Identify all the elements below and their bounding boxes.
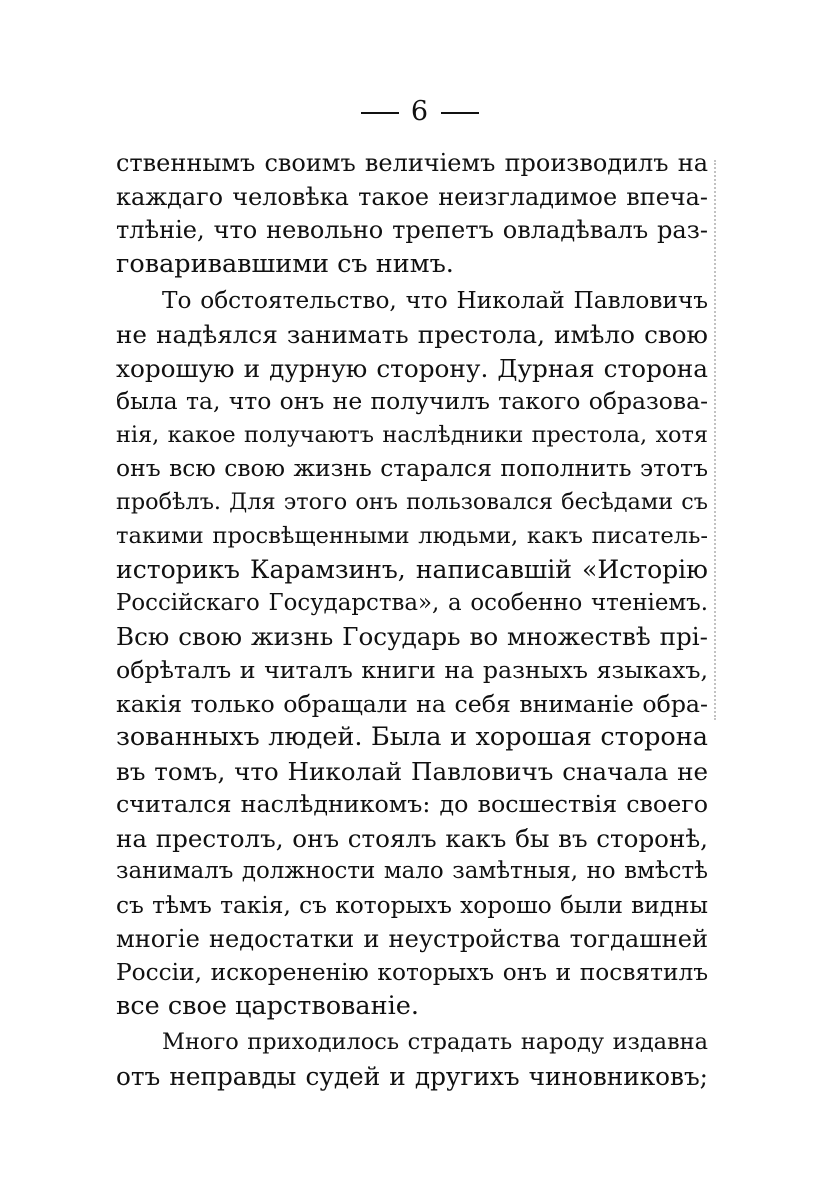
text-line: была та, что онъ не получилъ такого образова- bbox=[116, 387, 708, 416]
text-line: нія, какое получаютъ наслѣдники престола, хотя bbox=[116, 421, 708, 448]
text-line: все свое царствованіе. bbox=[116, 990, 419, 1021]
text-line: какія только обращали на себя вниманіе обра- bbox=[116, 689, 708, 718]
text-line: отъ неправды судей и другихъ чиновниковъ; bbox=[116, 1062, 708, 1092]
page-number-header bbox=[0, 96, 840, 127]
text-line: пробѣлъ. Для этого онъ пользовался бесѣдами съ bbox=[116, 488, 708, 515]
text-line: многіе недостатки и неустройства тогдашней bbox=[116, 924, 708, 953]
text-line: занималъ должности мало замѣтныя, но вмѣстѣ bbox=[116, 858, 708, 885]
text-line: такими просвѣщенными людьми, какъ писатель- bbox=[116, 522, 708, 549]
text-line: считался наслѣдникомъ: до восшествія своего bbox=[116, 790, 708, 819]
text-line: съ тѣмъ такія, съ которыхъ хорошо были видны bbox=[116, 892, 708, 920]
text-line: зованныхъ людей. Была и хорошая сторона bbox=[116, 722, 708, 753]
text-line: Россіи, искорененію которыхъ онъ и посвятилъ bbox=[116, 959, 708, 987]
text-line: хорошую и дурную сторону. Дурная сторона bbox=[116, 353, 708, 383]
dash-left bbox=[361, 112, 399, 114]
text-line: каждаго человѣка такое неизгладимое впеча- bbox=[116, 182, 708, 211]
dash-right bbox=[441, 112, 479, 114]
text-line: Много приходилось страдать народу издавна bbox=[162, 1029, 708, 1056]
text-line: онъ всю свою жизнь старался пополнить этотъ bbox=[116, 454, 708, 483]
text-line: тлѣніе, что невольно трепетъ овладѣвалъ раз- bbox=[116, 216, 708, 245]
text-line: историкъ Карамзинъ, написавшій «Исторію bbox=[116, 555, 708, 585]
text-line: на престолъ, онъ стоялъ какъ бы въ сторонѣ, bbox=[116, 823, 708, 853]
text-line: Россійскаго Государства», а особенно чтеніемъ. bbox=[116, 589, 708, 616]
text-line: въ томъ, что Николай Павловичъ сначала не bbox=[116, 756, 708, 786]
body-text bbox=[116, 147, 708, 1094]
text-line: не надѣялся занимать престола, имѣло свою bbox=[116, 319, 708, 349]
page-number: 6 bbox=[410, 96, 430, 127]
text-line: обрѣталъ и читалъ книги на разныхъ языкахъ, bbox=[116, 655, 708, 684]
text-line: ственнымъ своимъ величіемъ производилъ на bbox=[116, 149, 708, 177]
margin-artifact bbox=[714, 160, 722, 720]
text-line: говаривавшими съ нимъ. bbox=[116, 248, 454, 279]
text-line: То обстоятельство, что Николай Павловичъ bbox=[162, 287, 708, 315]
text-line: Всю свою жизнь Государь во множествѣ прі- bbox=[116, 622, 708, 652]
